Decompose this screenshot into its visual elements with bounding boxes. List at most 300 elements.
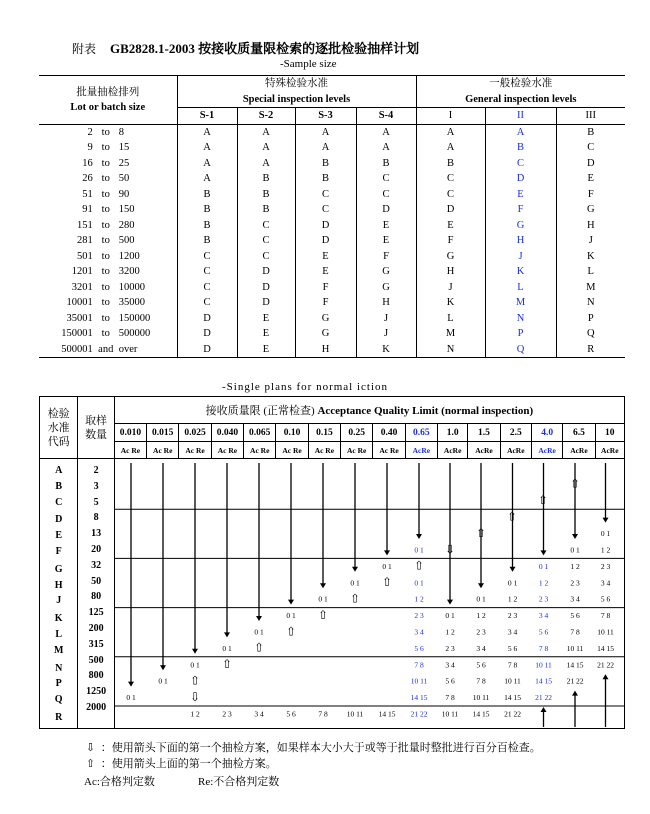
acre-pair: 3 4	[570, 594, 580, 604]
down-arrowhead	[509, 567, 515, 572]
acre-pair: 14 15	[503, 693, 521, 703]
lot-row	[39, 311, 625, 327]
lot-high: 500	[118, 235, 135, 246]
acre-pair: 21 22	[503, 709, 521, 719]
lot-low: 26	[82, 173, 93, 184]
sample-size: 2000	[86, 701, 107, 713]
acre-label: Ac Re	[147, 442, 179, 459]
up-arrow-icon: ⇧	[506, 509, 517, 524]
code-letter: D	[237, 280, 295, 296]
code-letter: R	[587, 343, 595, 355]
down-arrowhead	[602, 518, 608, 523]
acre-pair: 0 1	[414, 578, 424, 588]
acre-pair: 5 6	[476, 660, 486, 670]
code-letter: G	[586, 204, 595, 215]
up-arrow-icon: ⇧	[381, 575, 392, 590]
code-letter: N	[485, 311, 556, 327]
code-letter: J	[356, 326, 416, 342]
code-letter: E	[295, 264, 356, 280]
acre-pair: 7 8	[318, 709, 328, 719]
code-letter: D	[356, 202, 416, 218]
acre-pair: 3 4	[538, 611, 548, 621]
code-letter: A	[177, 156, 237, 172]
acre-label: Ac Re	[308, 442, 340, 459]
code-letter: H	[586, 219, 595, 231]
code-letter: L	[416, 311, 485, 327]
lot-range	[39, 171, 177, 187]
acre-pair: 10 11	[534, 660, 552, 670]
code-letter: P	[485, 326, 556, 342]
acre-pair: 0 1	[507, 578, 517, 588]
lot-high: 25	[118, 157, 130, 169]
code-letter: C	[356, 187, 416, 203]
code-letter: J	[56, 595, 62, 607]
sample-size: 20	[91, 543, 102, 555]
lot-to: to	[101, 142, 110, 153]
acre-pair: 1 2	[600, 545, 610, 555]
code-letter: G	[416, 249, 485, 265]
acre-label: Ac Re	[114, 442, 146, 459]
legend-up-text: ：使用箭头上面的第一个抽检方案。	[100, 758, 277, 770]
title-prefix: 附表	[72, 42, 97, 56]
code-letter: B	[356, 156, 416, 172]
level-i: I	[416, 108, 485, 125]
code-letter: A	[485, 124, 556, 140]
lot-range	[39, 249, 177, 265]
lot-to: to	[101, 157, 110, 169]
lot-low: 281	[77, 235, 93, 246]
code-letter: A	[237, 156, 295, 172]
lot-high: over	[118, 343, 138, 355]
up-arrowhead	[572, 691, 578, 696]
lot-low: 35001	[66, 312, 93, 324]
acre-pair: 0 1	[538, 561, 548, 571]
code-letter: M	[485, 295, 556, 311]
acre-pair: 0 1	[190, 660, 200, 670]
lot-low: 2	[87, 126, 93, 138]
code-letter: D	[295, 233, 356, 249]
code-letter: A	[177, 124, 237, 140]
up-arrow-icon: ⇧	[537, 493, 548, 508]
lot-row	[39, 295, 625, 311]
acre-label: AcRe	[595, 442, 624, 459]
code-letter: F	[416, 233, 485, 249]
aql-value: 0.15	[308, 424, 340, 442]
down-arrowhead	[288, 600, 294, 605]
code-letter: N	[416, 342, 485, 358]
acre-label: AcRe	[563, 442, 595, 459]
down-arrowhead	[160, 665, 166, 670]
acre-pair: 10 11	[596, 627, 614, 637]
lot-high: 10000	[118, 281, 145, 293]
code-letter: E	[55, 530, 63, 542]
acre-pair: 2 3	[222, 709, 232, 719]
code-letter: Q	[485, 342, 556, 358]
lot-row	[39, 124, 625, 140]
code-letter: E	[356, 218, 416, 234]
lot-row	[39, 187, 625, 203]
lot-row	[39, 218, 625, 234]
down-arrowhead	[352, 567, 358, 572]
level-ii: II	[485, 108, 556, 125]
code-letter: B	[177, 218, 237, 234]
acre-pair: 7 8	[476, 676, 486, 686]
lot-high: 90	[118, 188, 130, 200]
sample-size-header-text: 取样 数量	[85, 414, 108, 441]
code-letter: L	[587, 266, 594, 277]
code-letter: A	[295, 124, 356, 140]
code-letter: C	[237, 218, 295, 234]
acre-label: AcRe	[468, 442, 500, 459]
plan-arrows	[115, 459, 625, 731]
aql-value: 0.65	[405, 424, 437, 442]
code-letter: K	[54, 613, 63, 625]
down-arrowhead	[224, 632, 230, 637]
lot-high: 3200	[118, 266, 140, 277]
code-letter: A	[416, 140, 485, 156]
code-letter: C	[177, 280, 237, 296]
lot-high: 50	[118, 173, 130, 184]
up-arrow-icon: ⇧	[349, 591, 360, 606]
acre-pair: 7 8	[507, 660, 517, 670]
lot-to: to	[101, 312, 110, 324]
code-letter: M	[416, 326, 485, 342]
code-letter: F	[295, 280, 356, 296]
level-iii: III	[556, 108, 625, 125]
sample-size: 8	[93, 512, 99, 524]
acre-pair: 10 11	[503, 676, 521, 686]
code-letter: C	[587, 142, 595, 153]
general-levels-header-cn: 一般检验水准	[489, 78, 553, 89]
lot-row	[39, 342, 625, 358]
code-letter: B	[295, 171, 356, 187]
acre-label: AcRe	[405, 442, 437, 459]
level-s1: S-1	[177, 108, 237, 125]
acre-pair: 21 22	[596, 660, 614, 670]
code-letter: A	[416, 124, 485, 140]
aql-value: 0.025	[179, 424, 211, 442]
code-letter: H	[356, 295, 416, 311]
code-letter: G	[295, 311, 356, 327]
acre-pair: 10 11	[566, 643, 584, 653]
sample-size: 13	[91, 528, 102, 540]
legend-down	[86, 739, 541, 755]
code-letter: B	[587, 126, 595, 138]
aql-value: 6.5	[563, 424, 595, 442]
acre-pair: 7 8	[570, 627, 580, 637]
acre-pair: 0 1	[382, 561, 392, 571]
code-letter: A	[177, 140, 237, 156]
lot-low: 150001	[61, 328, 93, 339]
lot-row	[39, 326, 625, 342]
lot-high: 280	[118, 219, 135, 231]
lot-range	[39, 140, 177, 156]
acre-pair: 14 15	[596, 643, 614, 653]
acre-label: Ac Re	[276, 442, 308, 459]
lot-to: to	[101, 266, 110, 277]
lot-to: to	[101, 235, 110, 246]
code-letter: A	[177, 171, 237, 187]
acre-pair: 5 6	[507, 643, 517, 653]
sample-size-header	[78, 397, 114, 459]
level-s4: S-4	[356, 108, 416, 125]
single-sampling-plan-table	[39, 396, 625, 729]
code-letter: F	[485, 202, 556, 218]
code-letter: D	[237, 264, 295, 280]
lot-range	[39, 218, 177, 234]
code-letter: N	[586, 297, 595, 308]
up-arrowhead	[602, 674, 608, 679]
lot-low: 9	[87, 142, 93, 153]
sample-size: 1250	[86, 686, 107, 698]
lot-to: and	[98, 343, 114, 355]
code-letter: A	[237, 140, 295, 156]
acre-pair: 0 1	[286, 611, 296, 621]
acre-pair: 0 1	[158, 676, 168, 686]
acre-pair: 3 4	[507, 627, 517, 637]
code-letter: C	[416, 187, 485, 203]
aql-value: 0.065	[244, 424, 276, 442]
acre-pair: 0 1	[254, 627, 264, 637]
code-letter: D	[177, 342, 237, 358]
acre-pair: 14 15	[378, 709, 396, 719]
acre-pair: 0 1	[414, 545, 424, 555]
code-letter: B	[485, 140, 556, 156]
code-letter: C	[485, 156, 556, 172]
legend-re: Re:不合格判定数	[198, 776, 280, 788]
code-letter: F	[55, 545, 62, 557]
aql-value: 1.5	[468, 424, 500, 442]
acre-pair: 7 8	[600, 611, 610, 621]
code-letter: B	[295, 156, 356, 172]
lot-low: 1201	[71, 266, 93, 277]
acre-pair: 5 6	[414, 643, 424, 653]
aql-header-en: Acceptance Quality Limit (normal inspection)	[317, 405, 534, 417]
lot-row	[39, 156, 625, 172]
acre-pair: 0 1	[600, 529, 610, 539]
code-letter: G	[54, 563, 63, 575]
code-header-text: 检验 水准 代码	[47, 407, 70, 448]
acre-pair: 21 22	[566, 676, 584, 686]
sample-size: 80	[91, 591, 102, 603]
lot-size-header	[39, 76, 177, 125]
code-letter: C	[177, 249, 237, 265]
lot-low: 16	[82, 157, 93, 169]
acre-pair: 2 3	[600, 561, 610, 571]
down-arrowhead	[128, 682, 134, 687]
code-letter: N	[55, 662, 63, 674]
lot-row	[39, 202, 625, 218]
lot-to: to	[101, 250, 110, 262]
code-letter: J	[588, 235, 593, 246]
lot-low: 500001	[61, 343, 93, 355]
acre-pair: 14 15	[534, 676, 552, 686]
lot-high: 500000	[118, 328, 151, 339]
lot-row	[39, 171, 625, 187]
code-letter: J	[485, 249, 556, 265]
acre-label: Ac Re	[179, 442, 211, 459]
code-letter: B	[177, 187, 237, 203]
up-arrow-icon: ⇧	[221, 657, 232, 672]
code-letter: M	[53, 644, 64, 656]
down-arrowhead	[447, 600, 453, 605]
acre-pair: 0 1	[570, 545, 580, 555]
acre-pair: 2 3	[476, 627, 486, 637]
code-letter: D	[586, 157, 595, 169]
lot-row	[39, 264, 625, 280]
special-levels-header-cn: 特殊检验水准	[177, 76, 416, 92]
up-arrow-icon: ⇧	[86, 758, 96, 770]
acre-pair: 2 3	[570, 578, 580, 588]
code-letter: E	[237, 326, 295, 342]
acre-pair: 0 1	[318, 594, 328, 604]
acre-pair: 14 15	[472, 709, 490, 719]
down-arrow-icon: ⇩	[189, 689, 200, 704]
lot-range	[39, 326, 177, 342]
page-title	[72, 38, 419, 57]
code-letter: C	[177, 295, 237, 311]
acre-label: Ac Re	[244, 442, 276, 459]
down-arrowhead	[572, 534, 578, 539]
code-letter: C	[295, 202, 356, 218]
lot-high: 150000	[118, 312, 151, 324]
aql-value: 0.010	[114, 424, 146, 442]
aql-value: 0.40	[373, 424, 405, 442]
code-letter: M	[586, 281, 596, 293]
acre-label: Ac Re	[211, 442, 243, 459]
code-letter: D	[177, 326, 237, 342]
special-levels-header-en: Special inspection levels	[177, 92, 416, 108]
code-letter: J	[416, 280, 485, 296]
down-arrowhead	[256, 616, 262, 621]
aql-value: 1.0	[438, 424, 468, 442]
sample-size-caption: -Sample size	[280, 58, 337, 70]
code-letter: E	[237, 311, 295, 327]
code-letter: C	[295, 187, 356, 203]
down-arrowhead	[540, 550, 546, 555]
code-letter: B	[237, 187, 295, 203]
down-arrow-icon: ⇩	[86, 742, 96, 754]
code-letter: H	[416, 264, 485, 280]
legend-up	[86, 755, 277, 771]
code-letter: E	[295, 249, 356, 265]
code-letter: B	[416, 156, 485, 172]
lot-range	[39, 264, 177, 280]
code-letter: P	[587, 312, 594, 324]
lot-to: to	[101, 328, 110, 339]
acre-label: AcRe	[500, 442, 531, 459]
acre-pair: 1 2	[507, 594, 517, 604]
code-letter: L	[485, 280, 556, 296]
acre-label: AcRe	[438, 442, 468, 459]
code-letter: P	[55, 678, 62, 690]
lot-range	[39, 187, 177, 203]
up-arrowhead	[540, 707, 546, 712]
code-letter: D	[237, 295, 295, 311]
acre-pair: 0 1	[350, 578, 360, 588]
aql-value: 0.25	[341, 424, 373, 442]
lot-range	[39, 311, 177, 327]
lot-low: 51	[82, 188, 93, 200]
code-letter: G	[356, 264, 416, 280]
sample-size: 315	[88, 638, 104, 650]
code-letter: B	[55, 480, 63, 492]
code-letter: C	[356, 171, 416, 187]
code-letter: H	[54, 579, 63, 591]
acre-pair: 7 8	[414, 660, 424, 670]
lot-to: to	[101, 297, 110, 308]
code-letter: L	[55, 628, 63, 640]
code-letter: A	[295, 140, 356, 156]
lot-range	[39, 342, 177, 358]
acre-pair: 5 6	[445, 676, 455, 686]
sample-size: 2	[93, 465, 99, 476]
sample-size-code-table	[39, 75, 625, 358]
code-letter: B	[237, 171, 295, 187]
code-letter: F	[295, 295, 356, 311]
lot-low: 501	[77, 250, 93, 262]
acre-pair: 1 2	[445, 627, 455, 637]
code-letter: K	[416, 295, 485, 311]
down-arrowhead	[384, 550, 390, 555]
code-letter: F	[356, 249, 416, 265]
code-letter: A	[55, 465, 63, 476]
code-letter: G	[295, 326, 356, 342]
lot-high: 35000	[118, 297, 145, 308]
aql-value: 0.040	[211, 424, 243, 442]
code-letter: R	[55, 711, 63, 723]
down-arrow-icon: ⇩	[444, 542, 455, 557]
lot-range	[39, 280, 177, 296]
acre-pair: 3 4	[476, 643, 486, 653]
code-letter: E	[485, 187, 556, 203]
lot-range	[39, 233, 177, 249]
acre-pair: 10 11	[410, 676, 428, 686]
down-arrowhead	[320, 583, 326, 588]
lot-low: 3201	[71, 281, 93, 293]
legend-ac: Ac:合格判定数	[84, 776, 155, 788]
code-letter: D	[485, 171, 556, 187]
code-letter: C	[237, 233, 295, 249]
aql-header	[114, 397, 624, 424]
acre-pair: 0 1	[126, 693, 136, 703]
code-letter: B	[177, 202, 237, 218]
lot-to: to	[101, 126, 110, 138]
acre-pair: 3 4	[600, 578, 610, 588]
up-arrow-icon: ⇧	[285, 624, 296, 639]
general-levels-header-en: General inspection levels	[416, 92, 625, 108]
title-main: GB2828.1-2003 按接收质量限检索的逐批检验抽样计划	[110, 41, 420, 56]
acre-pair: 10 11	[346, 709, 364, 719]
code-letter: G	[485, 218, 556, 234]
acre-pair: 5 6	[600, 594, 610, 604]
sample-size: 500	[88, 654, 104, 666]
code-header	[40, 397, 78, 459]
acre-pair: 2 3	[414, 611, 424, 621]
sample-size: 200	[88, 622, 104, 634]
acre-pair: 0 1	[222, 643, 232, 653]
code-letter: K	[586, 250, 595, 262]
lot-size-header-cn: 批量抽检排列	[76, 86, 140, 98]
down-arrowhead	[478, 583, 484, 588]
acre-pair: 1 2	[414, 594, 424, 604]
acre-pair: 3 4	[414, 627, 424, 637]
acre-pair: 0 1	[445, 611, 455, 621]
down-arrowhead	[416, 534, 422, 539]
up-arrow-icon: ⇧	[189, 673, 200, 688]
code-letter: E	[356, 233, 416, 249]
lot-high: 8	[118, 126, 124, 138]
